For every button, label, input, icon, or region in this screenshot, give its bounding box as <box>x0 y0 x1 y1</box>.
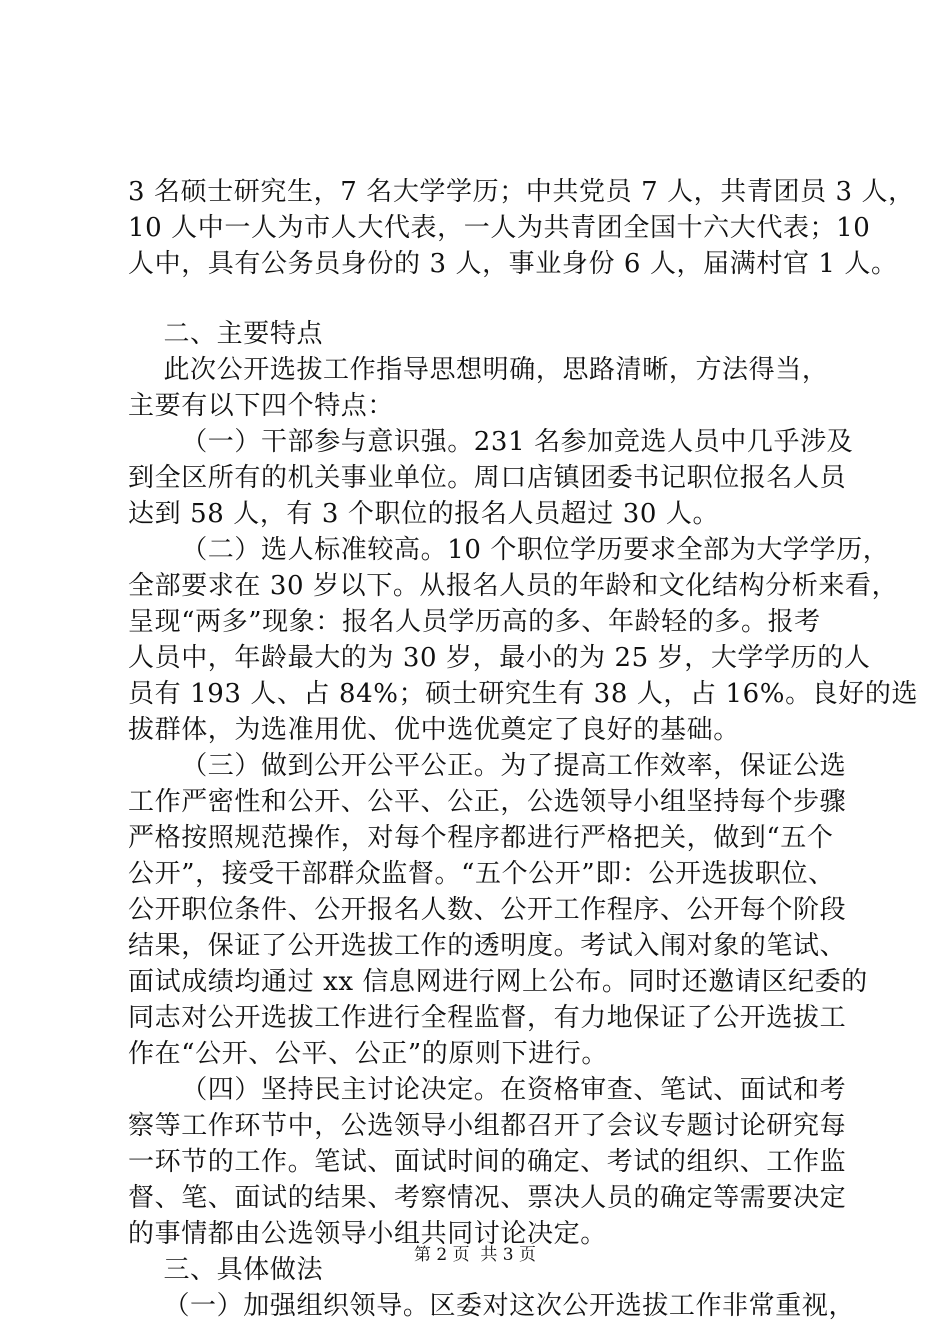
text-line: 到全区所有的机关事业单位。周口店镇团委书记职位报名人员 <box>128 463 847 493</box>
text-line: 结果，保证了公开选拔工作的透明度。考试入闱对象的笔试、 <box>128 931 847 961</box>
text-line: 全部要求在 30 岁以下。从报名人员的年龄和文化结构分析来看， <box>128 571 899 601</box>
text-line: （三）做到公开公平公正。为了提高工作效率，保证公选 <box>128 751 847 781</box>
section-heading: 二、主要特点 <box>128 319 324 349</box>
paragraph-gap <box>128 282 844 316</box>
text-line: 拔群体，为选准用优、优中选优奠定了良好的基础。 <box>128 715 740 745</box>
text-line: 呈现“两多”现象：报名人员学历高的多、年龄轻的多。报考 <box>128 607 821 637</box>
section-heading: 三、具体做法 <box>128 1255 324 1285</box>
text-line: （二）选人标准较高。10 个职位学历要求全部为大学学历， <box>128 535 890 565</box>
text-line: 公开职位条件、公开报名人数、公开工作程序、公开每个阶段 <box>128 895 847 925</box>
text-line: 10 人中一人为市人大代表，一人为共青团全国十六大代表；10 <box>128 213 871 243</box>
text-line: 此次公开选拔工作指导思想明确，思路清晰，方法得当， <box>128 355 829 385</box>
text-line: 达到 58 人，有 3 个职位的报名人员超过 30 人。 <box>128 499 720 529</box>
text-line: 主要有以下四个特点： <box>128 391 395 421</box>
text-line: 督、笔、面试的结果、考察情况、票决人员的确定等需要决定 <box>128 1183 847 1213</box>
text-line: 3 名硕士研究生，7 名大学学历；中共党员 7 人，共青团员 3 人， <box>128 177 915 207</box>
text-line: 员有 193 人、占 84%；硕士研究生有 38 人，占 16%。良好的选 <box>128 679 919 709</box>
text-line: 察等工作环节中，公选领导小组都召开了会议专题讨论研究每 <box>128 1111 847 1141</box>
text-line: （四）坚持民主讨论决定。在资格审查、笔试、面试和考 <box>128 1075 847 1105</box>
page-footer: 第 2 页 共 3 页 <box>413 1245 537 1265</box>
text-line: 严格按照规范操作，对每个程序都进行严格把关，做到“五个 <box>128 823 834 853</box>
text-line: 人员中，年龄最大的为 30 岁，最小的为 25 岁，大学学历的人 <box>128 643 871 673</box>
text-line: 的事情都由公选领导小组共同讨论决定。 <box>128 1219 607 1249</box>
document-body <box>128 174 919 1324</box>
text-line: 作在“公开、公平、公正”的原则下进行。 <box>128 1039 608 1069</box>
text-line: 一环节的工作。笔试、面试时间的确定、考试的组织、工作监 <box>128 1147 847 1177</box>
text-line: 公开”，接受干部群众监督。“五个公开”即：公开选拔职位、 <box>128 859 835 889</box>
text-line: （一）加强组织领导。区委对这次公开选拔工作非常重视， <box>128 1291 856 1321</box>
text-line: 人中，具有公务员身份的 3 人，事业身份 6 人，届满村官 1 人。 <box>128 249 898 279</box>
text-line: （一）干部参与意识强。231 名参加竞选人员中几乎涉及 <box>128 427 854 457</box>
text-line: 工作严密性和公开、公平、公正，公选领导小组坚持每个步骤 <box>128 787 847 817</box>
text-line: 面试成绩均通过 xx 信息网进行网上公布。同时还邀请区纪委的 <box>128 967 868 997</box>
text-line: 同志对公开选拔工作进行全程监督，有力地保证了公开选拔工 <box>128 1003 847 1033</box>
